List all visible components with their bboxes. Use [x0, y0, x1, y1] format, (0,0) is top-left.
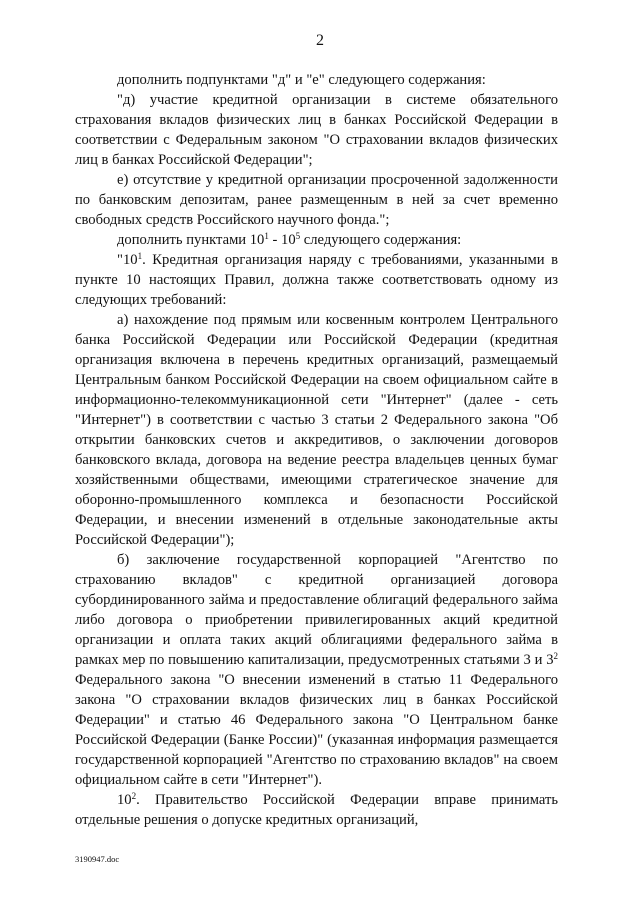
superscript: 1	[264, 231, 269, 241]
paragraph-subpoint-b: б) заключение государственной корпорацией "Агентство по страхованию вкладов" с кредитной организацией договора субординированного займа и предоставление облигаций федерального займа либо договора о приобретении привилегированных акций кредитной организации и оплата таких акций облигациями федерального займа в рамках мер по повышению капитализации, предусмотренных статьями 3 и $3^2$ Федерального закона "О внесении изменений в статью 11 Федерального закона "О страховании вкладов физических лиц в банках Российской Федерации" и статью 46 Федерального закона "О Центральном банке Российской Федерации (Банке России)" (указанная информация размещается государственной корпорацией "Агентство по страхованию вкладов" на своем официальном сайте в сети "Интернет").	[75, 552, 558, 788]
paragraph-point-10-2: $10^2$. Правительство Российской Федерации вправе принимать отдельные решения о допуске кредитных организаций,	[75, 791, 558, 828]
paragraph-intro-points: дополнить пунктами $10^1 - 10^5$ следующего содержания:	[117, 231, 462, 248]
superscript: 2	[131, 791, 137, 801]
paragraph-subpoint-a: а) нахождение под прямым или косвенным контролем Центрального банка Российской Федерации или Российской Федерации (кредитная организация включена в перечень кредитных организаций, размещаемый Центральным банком Российской Федерации на своем официальном сайте в информационно-телекоммуникационной сети "Интернет" (далее - сеть "Интернет") в соответствии с частью 3 статьи 2 Федерального закона "Об открытии банковских счетов и аккредитивов, о заключении договоров банковского вклада, договора на ведение реестра владельцев ценных бумаг хозяйственными обществами, имеющими стратегическое значение для оборонно-промышленного комплекса и безопасности Российской Федерации, и внесении изменений в отдельные законодательные акты Российской Федерации");	[75, 312, 558, 548]
superscript: 1	[137, 251, 143, 261]
paragraph-intro-d-e: дополнить подпунктами "д" и "е" следующего содержания:	[117, 72, 486, 88]
paragraph-subpoint-d: "д) участие кредитной организации в системе обязательного страхования вкладов физических лиц в банках Российской Федерации в соответствии с Федеральным законом "О страховании вкладов физических лиц в банках Российской Федерации";	[75, 92, 558, 168]
page-number: 2	[316, 32, 324, 49]
paragraph-subpoint-e: е) отсутствие у кредитной организации просроченной задолженности по банковским депозитам, ранее размещенным в ней за счет временно свободных средств Российского научного фонда.";	[75, 172, 558, 228]
document-body	[75, 70, 558, 830]
superscript: 2	[553, 651, 558, 661]
superscript: 5	[295, 231, 301, 241]
document-filename: 3190947.doc	[75, 854, 120, 864]
paragraph-point-10-1: "$10^1$. Кредитная организация наряду с требованиями, указанными в пункте 10 настоящих Правил, должна также соответствовать одному из следующих требований:	[75, 251, 558, 308]
